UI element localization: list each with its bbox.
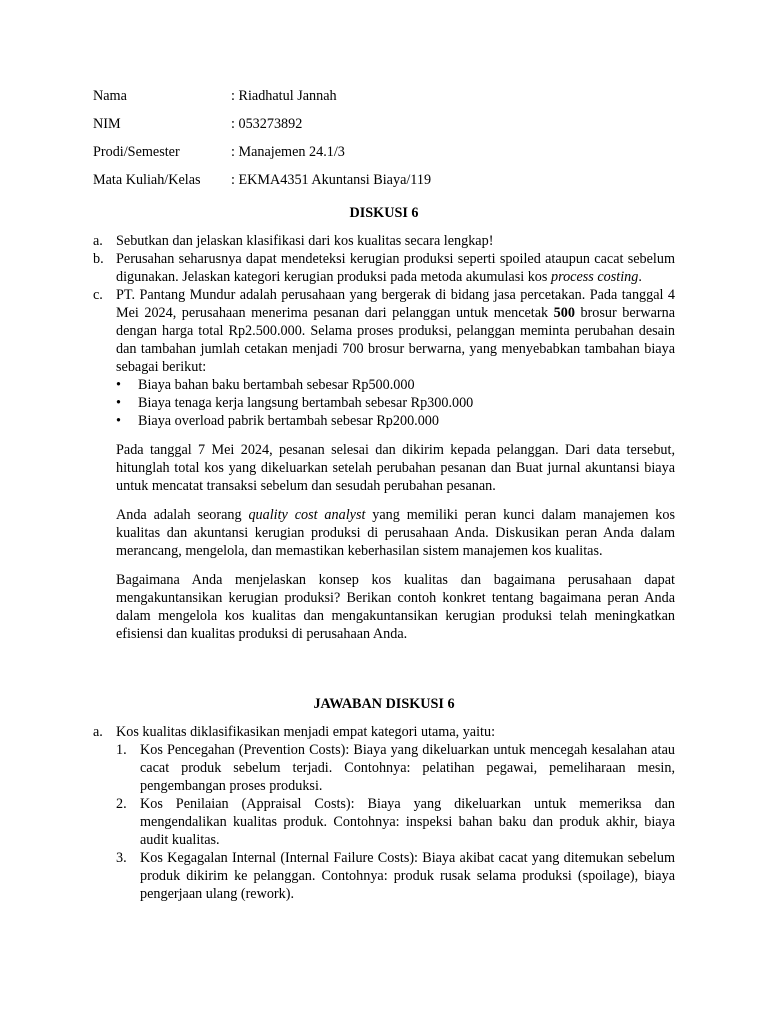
list-item: • Biaya bahan baku bertambah sebesar Rp500.000 xyxy=(116,377,415,393)
info-label: Prodi/Semester xyxy=(93,144,180,160)
list-item xyxy=(116,849,675,903)
question-text xyxy=(116,286,675,643)
bullet-icon: • xyxy=(116,413,121,429)
info-label: Mata Kuliah/Kelas xyxy=(93,172,201,188)
list-item: • Biaya tenaga kerja langsung bertambah sebesar Rp300.000 xyxy=(116,395,474,411)
question-marker: a. xyxy=(93,233,103,249)
info-value: : EKMA4351 Akuntansi Biaya/119 xyxy=(231,172,432,188)
cost-bullet-list xyxy=(116,376,675,430)
info-value: : Riadhatul Jannah xyxy=(231,88,337,104)
question-c-intro: PT. Pantang Mundur adalah perusahaan yang bergerak di bidang jasa percetakan. Pada tanggal 4 Mei 2024, perusahaan menerima pesanan dari pelanggan untuk mencetak 500 brosur berwarna dengan harga total Rp2.500.000. Selama proses produksi, pelanggan meminta perubahan desain dan tambahan jumlah cetakan menjadi 700 brosur berwarna, yang menyebabkan tambahan biaya sebagai berikut: xyxy=(116,287,676,375)
question-marker: b. xyxy=(93,251,104,267)
info-row-prodi xyxy=(93,143,693,171)
list-item xyxy=(116,741,675,795)
list-number: 3. xyxy=(116,850,127,866)
student-info xyxy=(93,87,693,199)
answer-intro: Kos kualitas diklasifikasikan menjadi empat kategori utama, yaitu: xyxy=(116,724,496,740)
diskusi-title: DISKUSI 6 xyxy=(349,205,419,221)
answer-text xyxy=(116,723,675,903)
question-marker: c. xyxy=(93,287,103,303)
question-a xyxy=(93,232,675,250)
info-label: Nama xyxy=(93,88,127,104)
italic-term: process costing xyxy=(550,269,639,285)
list-text: Kos Pencegahan (Prevention Costs): Biaya yang dikeluarkan untuk mencegah kesalahan atau cacat produk sebelum terjadi. Contohnya: pelatihan pegawai, pemeliharaan mesin, pengembangan proses produksi. xyxy=(140,742,675,794)
list-item: • Biaya overload pabrik bertambah sebesar Rp200.000 xyxy=(116,413,439,429)
bold-quantity: 500 xyxy=(553,305,575,321)
italic-term: quality cost analyst xyxy=(248,507,366,523)
list-item xyxy=(116,795,675,849)
bullet-icon: • xyxy=(116,395,121,411)
answer-a xyxy=(93,723,675,903)
question-text: Sebutkan dan jelaskan klasifikasi dari kos kualitas secara lengkap! xyxy=(116,233,494,249)
question-text: Perusahan seharusnya dapat mendeteksi kerugian produksi seperti spoiled ataupun cacat sebelum digunakan. Jelaskan kategori kerugian produksi pada metoda akumulasi kos process costing. xyxy=(116,251,675,285)
list-number: 1. xyxy=(116,742,127,758)
question-c xyxy=(93,286,675,643)
question-b xyxy=(93,250,675,286)
info-row-nim xyxy=(93,115,693,143)
info-value: : Manajemen 24.1/3 xyxy=(231,144,345,160)
paragraph: Pada tanggal 7 Mei 2024, pesanan selesai dan dikirim kepada pelanggan. Dari data tersebut, hitunglah total kos yang dikeluarkan setelah perubahan pesanan dan Buat jurnal akuntansi biaya untuk mencatat transaksi sebelum dan sesudah perubahan pesanan. xyxy=(116,442,675,494)
paragraph: Anda adalah seorang quality cost analyst yang memiliki peran kunci dalam manajemen kos kualitas dan akuntansi kerugian produksi di perusahaan Anda. Diskusikan peran Anda dalam merancang, mengelola, dan memastikan keberhasilan sistem manajemen kos kualitas. xyxy=(116,507,675,559)
list-text: Kos Penilaian (Appraisal Costs): Biaya yang dikeluarkan untuk memeriksa dan mengendalikan kualitas produk. Contohnya: inspeksi bahan baku dan produk akhir, biaya audit kualitas. xyxy=(140,796,675,848)
list-number: 2. xyxy=(116,796,127,812)
paragraph: Bagaimana Anda menjelaskan konsep kos kualitas dan bagaimana perusahaan dapat mengakuntansikan kerugian produksi? Berikan contoh konkret tentang bagaimana peran Anda dalam mengelola kos kualitas dan mengakuntansikan kerugian produksi telah meningkatkan efisiensi dan kualitas produksi di perusahaan Anda. xyxy=(116,572,675,642)
answer-marker: a. xyxy=(93,724,103,740)
bullet-icon: • xyxy=(116,377,121,393)
diskusi-questions xyxy=(93,232,675,643)
info-row-matakuliah xyxy=(93,171,693,199)
list-text: Kos Kegagalan Internal (Internal Failure Costs): Biaya akibat cacat yang ditemukan sebelum produk dikirim ke pelanggan. Contohnya: produk rusak selama produksi (spoilage), biaya pengerjaan ulang (rework). xyxy=(140,850,675,902)
info-label: NIM xyxy=(93,116,121,132)
jawaban-answers xyxy=(93,723,675,903)
info-row-nama xyxy=(93,87,693,115)
info-value: : 053273892 xyxy=(231,116,303,132)
jawaban-title: JAWABAN DISKUSI 6 xyxy=(313,696,455,712)
